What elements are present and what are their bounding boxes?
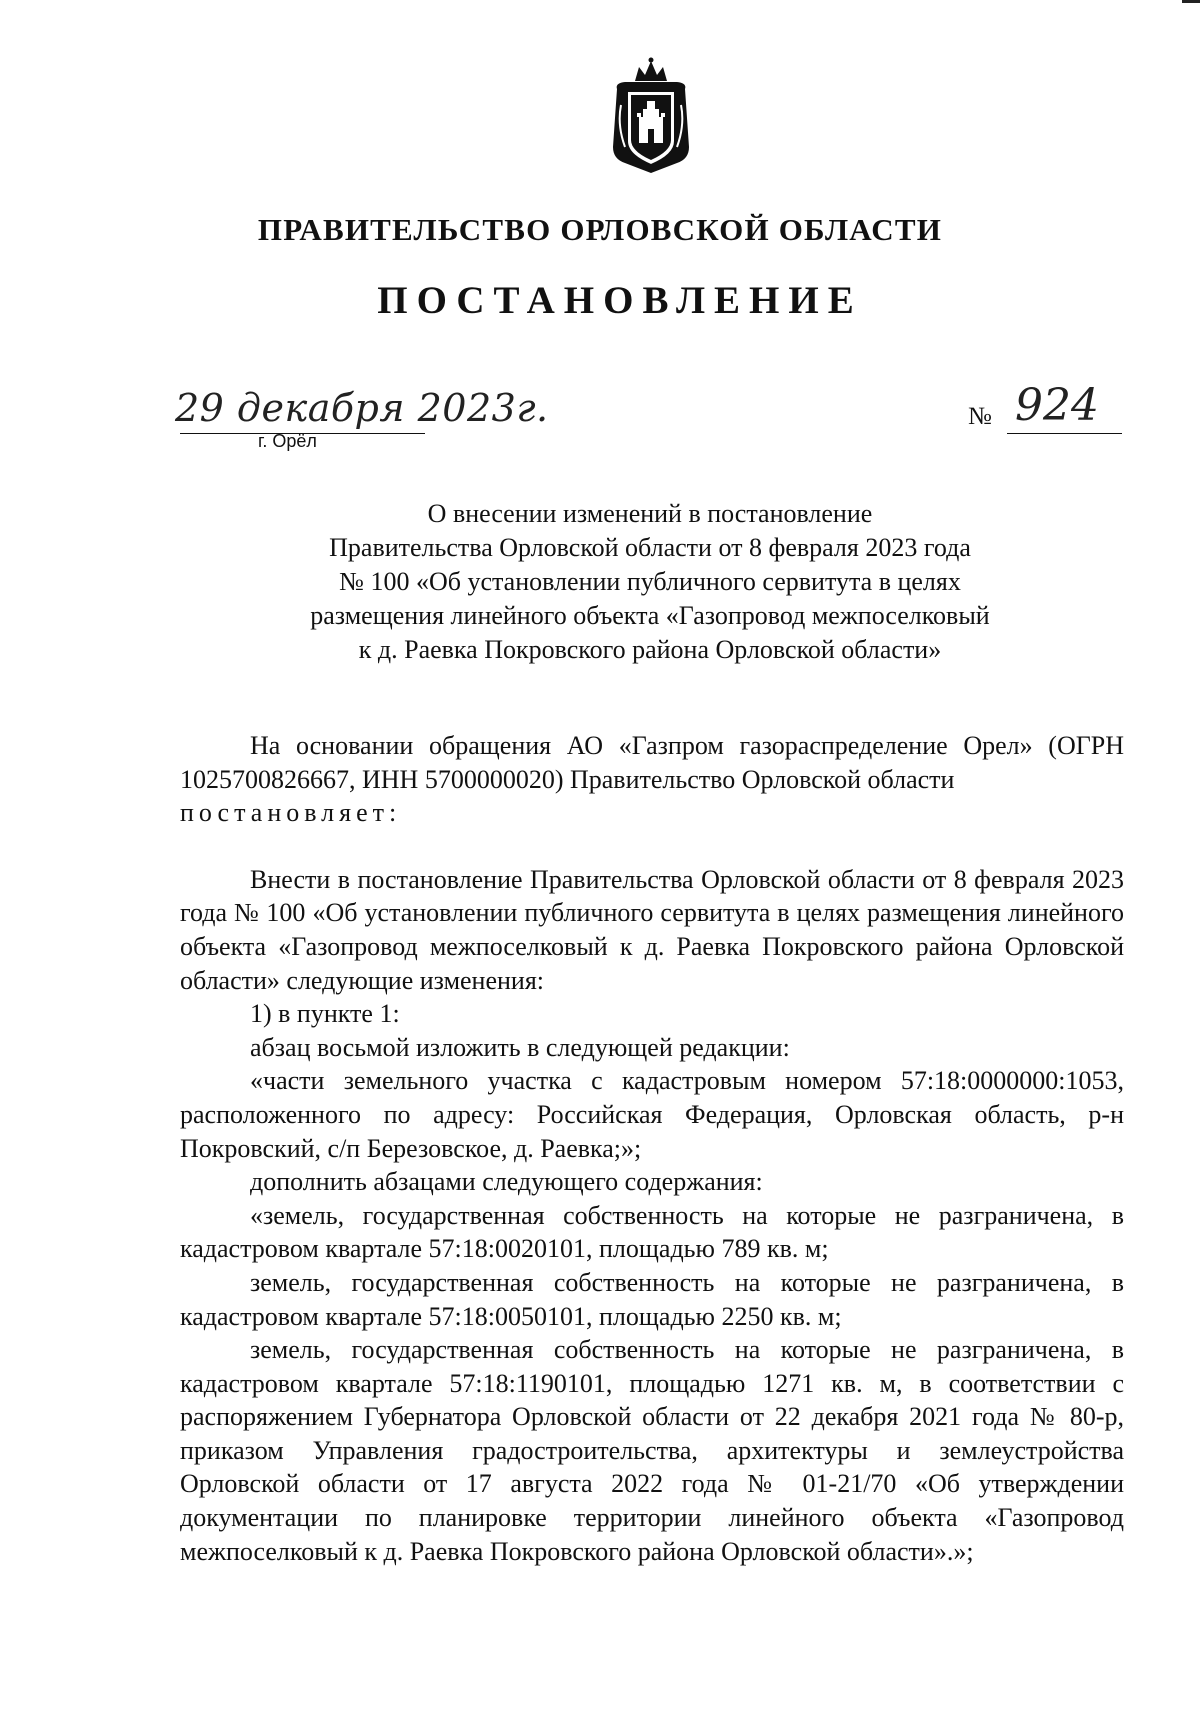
title-line: № 100 «Об установлении публичного сервитута в целях: [339, 567, 961, 596]
body-paragraph: земель, государственная собственность на которые не разграничена, в кадастровом квартале 57:18:1190101, площадью 1271 кв. м, в соответствии с распоряжением Губернатора Орловской области от 22 декабря 2021 года № 80-р, приказом Управления градостроительства, архитектуры и землеустройства Орловской области от 17 августа 2022 года № 01-21/70 «Об утверждении документации по планировке территории линейного объекта «Газопровод межпоселковый к д. Раевка Покровского района Орловской области».»;: [180, 1335, 1124, 1566]
resolves-word: постановляет:: [180, 798, 402, 828]
title-line: О внесении изменений в постановление: [427, 499, 873, 528]
body-paragraph: «части земельного участка с кадастровым номером 57:18:0000000:1053, расположенного по адресу: Российская Федерация, Орловская область, р-н Покровский, с/п Березовское, д. Раевка;»;: [180, 1066, 1124, 1163]
document-title: [200, 497, 1100, 667]
coat-of-arms-emblem: [605, 55, 697, 175]
body-paragraph: абзац восьмой изложить в следующей редакции:: [250, 1032, 790, 1062]
body-paragraph: Внести в постановление Правительства Орловской области от 8 февраля 2023 года № 100 «Об установлении публичного сервитута в целях размещения линейного объекта «Газопровод межпоселковый к д. Раевка Покровского района Орловской области» следующие изменения:: [180, 864, 1124, 995]
number-underline: [1007, 433, 1122, 434]
number-label: №: [968, 403, 992, 430]
title-line: размещения линейного объекта «Газопровод межпоселковый: [310, 601, 990, 630]
body-paragraph: 1) в пункте 1:: [250, 999, 400, 1029]
document-type: ПОСТАНОВЛЕНИЕ: [377, 279, 863, 322]
body-paragraph: дополнить абзацами следующего содержания:: [250, 1167, 763, 1197]
title-line: к д. Раевка Покровского района Орловской области»: [358, 635, 942, 664]
title-line: Правительства Орловской области от 8 февраля 2023 года: [329, 533, 971, 562]
body-paragraph: земель, государственная собственность на которые не разграничена, в кадастровом квартале 57:18:0050101, площадью 2250 кв. м;: [180, 1267, 1124, 1331]
organization-name: ПРАВИТЕЛЬСТВО ОРЛОВСКОЙ ОБЛАСТИ: [257, 212, 943, 247]
handwritten-number: 924: [1015, 380, 1099, 431]
body-paragraph: «земель, государственная собственность на которые не разграничена, в кадастровом квартале 57:18:0020101, площадью 789 кв. м;: [180, 1200, 1124, 1264]
city-label: г. Орёл: [258, 431, 317, 451]
document-body: [180, 729, 1124, 1568]
scan-mark: [1182, 0, 1200, 3]
handwritten-date: 29 декабря 2023г.: [175, 386, 549, 430]
preamble-paragraph: На основании обращения АО «Газпром газораспределение Орел» (ОГРН 1025700826667, ИНН 5700000020) Правительство Орловской области: [180, 731, 1124, 794]
